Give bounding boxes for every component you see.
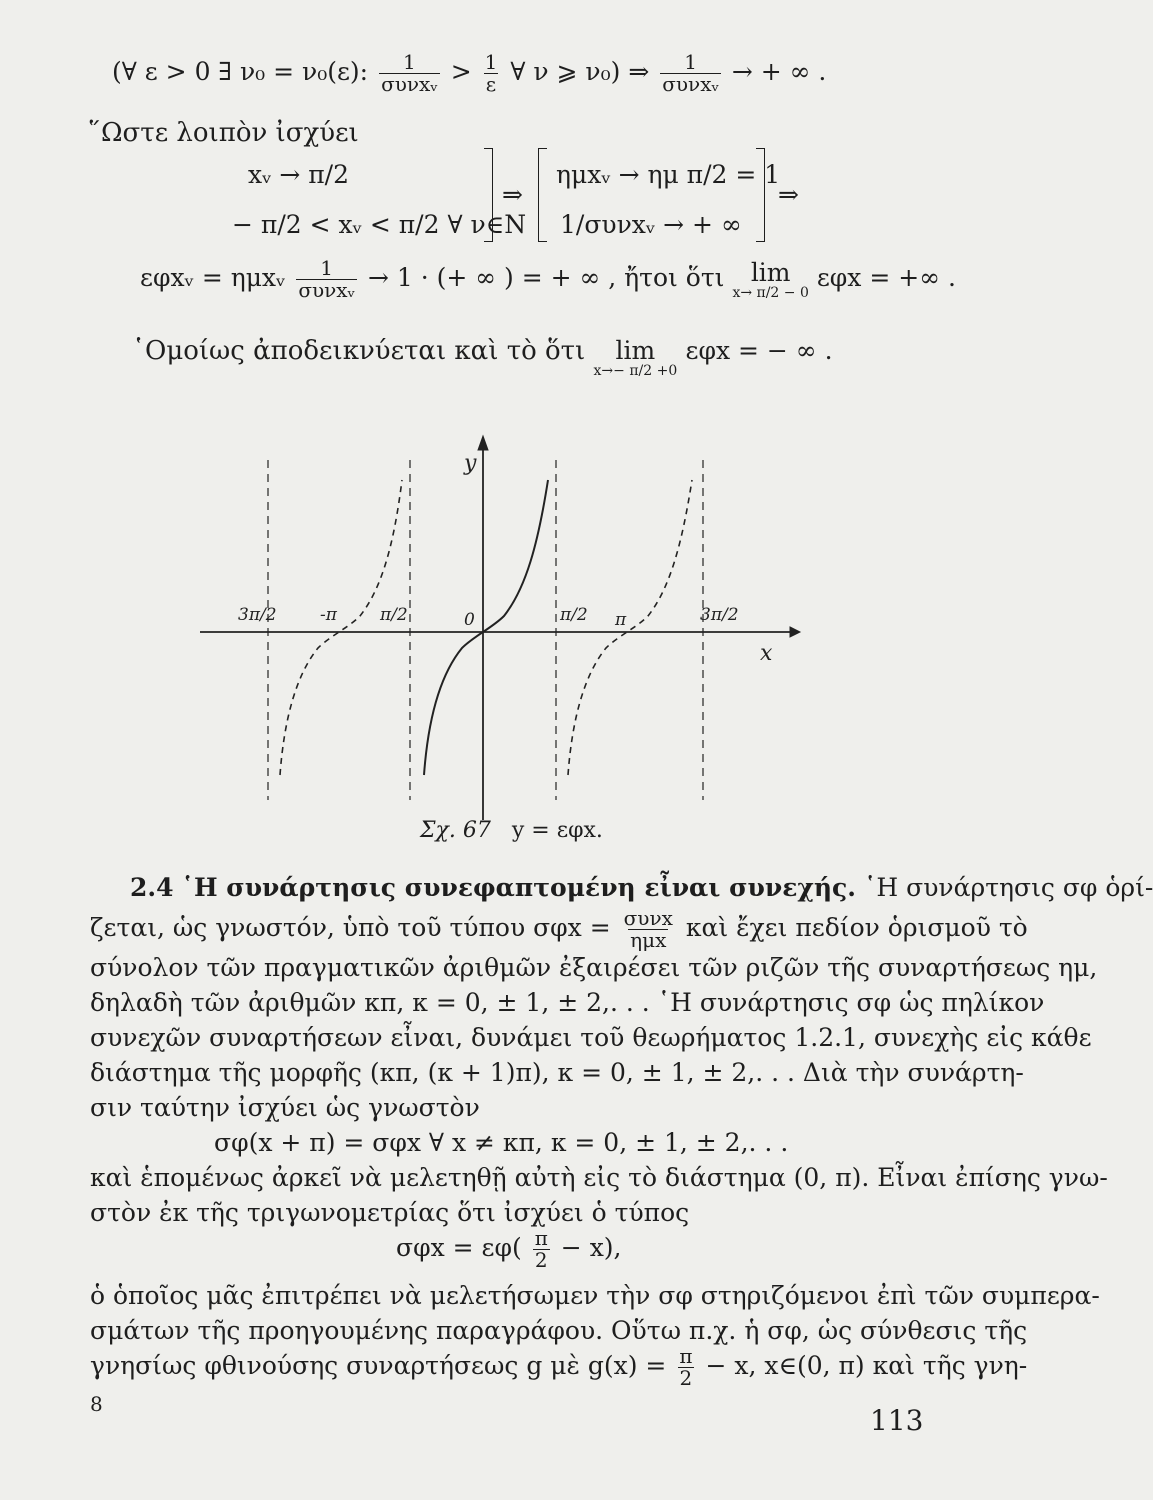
tick-label: 0: [464, 610, 475, 630]
paragraph-line: συνεχῶν συναρτήσεων εἶναι, δυνάμει τοῦ θεωρήματος 1.2.1, συνεχὴς εἰς κάθε: [90, 1023, 1092, 1052]
left-brace: [538, 148, 547, 242]
limit-statement-line: [112, 52, 826, 95]
fraction: [533, 1228, 550, 1271]
implies-arrow: ⇒: [628, 57, 650, 86]
fraction: [296, 258, 357, 301]
paragraph-text: καὶ ἔχει πεδίον ὁρισμοῦ τὸ: [685, 913, 1028, 942]
paragraph-line: καὶ ἑπομένως ἀρκεῖ νὰ μελετηθῇ αὐτὴ εἰς τὸ διάστημα (0, π). Εἶναι ἐπίσης γνω-: [90, 1163, 1108, 1192]
fraction-denominator: 2: [534, 1248, 548, 1272]
fraction-denominator: ημx: [630, 928, 667, 952]
signature-mark: 8: [90, 1392, 103, 1416]
paragraph-line: ὁ ὁποῖος μᾶς ἐπιτρέπει νὰ μελετήσωμεν τὴν σφ στηριζόμενοι ἐπὶ τῶν συμπερα-: [90, 1281, 1100, 1310]
formula-text: σφx = εφ(: [396, 1233, 522, 1262]
section-title: ῾Η συνάρτησις συνεφαπτομένη εἶναι συνεχής.: [181, 873, 856, 902]
paragraph-line: διάστημα τῆς μορφῆς (κπ, (κ + 1)π), κ = 0, ± 1, ± 2,. . . Διὰ τὴν συνάρτη-: [90, 1058, 1024, 1087]
condition-text: ∀ ν ⩾ ν₀): [510, 57, 621, 86]
fraction: [677, 1346, 694, 1389]
expression: εφx = − ∞ .: [685, 336, 833, 365]
fraction-denominator: συνxᵥ: [298, 278, 356, 302]
tangent-branch-left: [280, 480, 402, 775]
paragraph-text: ῾Η συνάρτησις σφ ὁρί-: [863, 873, 1153, 902]
y-axis-arrow: [478, 436, 488, 450]
fraction: [622, 908, 675, 951]
paragraph-text: ζεται, ὡς γνωστόν, ὑπὸ τοῦ τύπου σφx =: [90, 913, 611, 942]
paragraph-text: − x, x∈(0, π) καὶ τῆς γνη-: [705, 1351, 1028, 1380]
system-left-2: − π/2 < xᵥ < π/2 ∀ ν∈N: [232, 210, 527, 239]
system-left-1: xᵥ → π/2: [248, 160, 350, 189]
fraction-denominator: 2: [679, 1366, 693, 1390]
fraction: [483, 52, 500, 95]
tick-label: π/2: [380, 605, 408, 625]
fraction-numerator: π: [534, 1226, 548, 1250]
paragraph-line: [90, 1346, 1027, 1389]
paragraph-text: γνησίως φθινούσης συναρτήσεως g μὲ g(x) =: [90, 1351, 667, 1380]
lim-word: lim: [750, 258, 791, 287]
tick-label: 3π/2: [238, 605, 277, 625]
system-right-2: 1/συνxᵥ → + ∞: [560, 210, 742, 239]
tick-label: -π: [320, 605, 337, 625]
similarly-line: [132, 336, 833, 379]
fraction-numerator: 1: [403, 50, 416, 74]
paragraph-line: σύνολον τῶν πραγματικῶν ἀριθμῶν ἐξαιρέσει τῶν ριζῶν τῆς συναρτήσεως ημ,: [90, 953, 1098, 982]
paragraph-line: σιν ταύτην ἰσχύει ὡς γνωστὸν: [90, 1093, 480, 1122]
expression: εφxᵥ = ημxᵥ: [140, 263, 286, 292]
tangent-limit-line: [140, 258, 956, 301]
fraction-numerator: 1: [320, 256, 334, 280]
paragraph-line: σμάτων τῆς προηγουμένης παραγράφου. Οὕτω π.χ. ἡ σφ, ὡς σύνθεσις τῆς: [90, 1316, 1028, 1345]
expression: → 1 · (+ ∞ ) = + ∞ , ἤτοι ὅτι: [367, 263, 725, 292]
right-brace: [756, 148, 765, 242]
fraction-denominator: συνxᵥ: [662, 72, 719, 96]
system-arrow: ⇒: [502, 180, 523, 209]
caption-number: Σχ. 67: [420, 818, 491, 843]
figure-caption: [420, 818, 603, 843]
greater-sign: >: [450, 57, 472, 86]
quantifier-text: (∀ ε > 0 ∃ ν₀ = ν₀(ε):: [112, 57, 369, 86]
lim-word: lim: [615, 336, 656, 365]
lim-subscript: x→ π/2 − 0: [732, 285, 809, 301]
tangent-branch-right: [568, 480, 692, 775]
section-number: 2.4: [130, 873, 174, 902]
y-axis-label: y: [464, 451, 477, 476]
fraction-numerator: 1: [484, 50, 498, 74]
fraction: [379, 52, 440, 95]
fraction-denominator: ε: [485, 72, 497, 96]
text: ῾Ομοίως ἀποδεικνύεται καὶ τὸ ὅτι: [132, 336, 586, 366]
page-number: 113: [870, 1404, 924, 1437]
tick-label: π: [615, 610, 627, 630]
text-line: ῞Ωστε λοιπὸν ἰσχύει: [88, 118, 359, 148]
limit-operator: [594, 336, 678, 379]
tangent-graph: [0, 420, 1011, 860]
fraction-denominator: συνxᵥ: [381, 72, 438, 96]
tick-label: 3π/2: [700, 605, 739, 625]
limit-result: → + ∞ .: [731, 57, 827, 86]
caption-text: y = εφx.: [511, 818, 603, 843]
fraction-numerator: 1: [684, 50, 697, 74]
lim-subscript: x→− π/2 +0: [593, 363, 678, 379]
tick-label: π/2: [560, 605, 588, 625]
fraction: [660, 52, 721, 95]
fraction-numerator: συνx: [623, 906, 673, 930]
paragraph-line: στὸν ἐκ τῆς τριγωνομετρίας ὅτι ἰσχύει ὁ τύπος: [90, 1198, 690, 1227]
paragraph-line: [90, 908, 1028, 951]
expression: εφx = +∞ .: [816, 263, 956, 292]
paragraph-line: δηλαδὴ τῶν ἀριθμῶν κπ, κ = 0, ± 1, ± 2,. . . ῾Η συνάρτησις σφ ὡς πηλίκον: [90, 988, 1045, 1017]
limit-operator: [732, 258, 808, 301]
formula-line: [396, 1228, 622, 1271]
x-axis-label: x: [760, 641, 773, 666]
system-arrow: ⇒: [778, 180, 799, 209]
system-right-1: ημxᵥ → ημ π/2 = 1: [556, 160, 781, 189]
formula-text: − x),: [560, 1233, 622, 1262]
tangent-branch-main: [424, 480, 548, 775]
x-axis-arrow: [790, 627, 800, 637]
right-brace: [484, 148, 493, 242]
fraction-numerator: π: [679, 1344, 693, 1368]
section-heading-line: [130, 870, 1153, 905]
formula-line: σφ(x + π) = σφx ∀ x ≠ κπ, κ = 0, ± 1, ± 2,. . .: [214, 1128, 789, 1157]
